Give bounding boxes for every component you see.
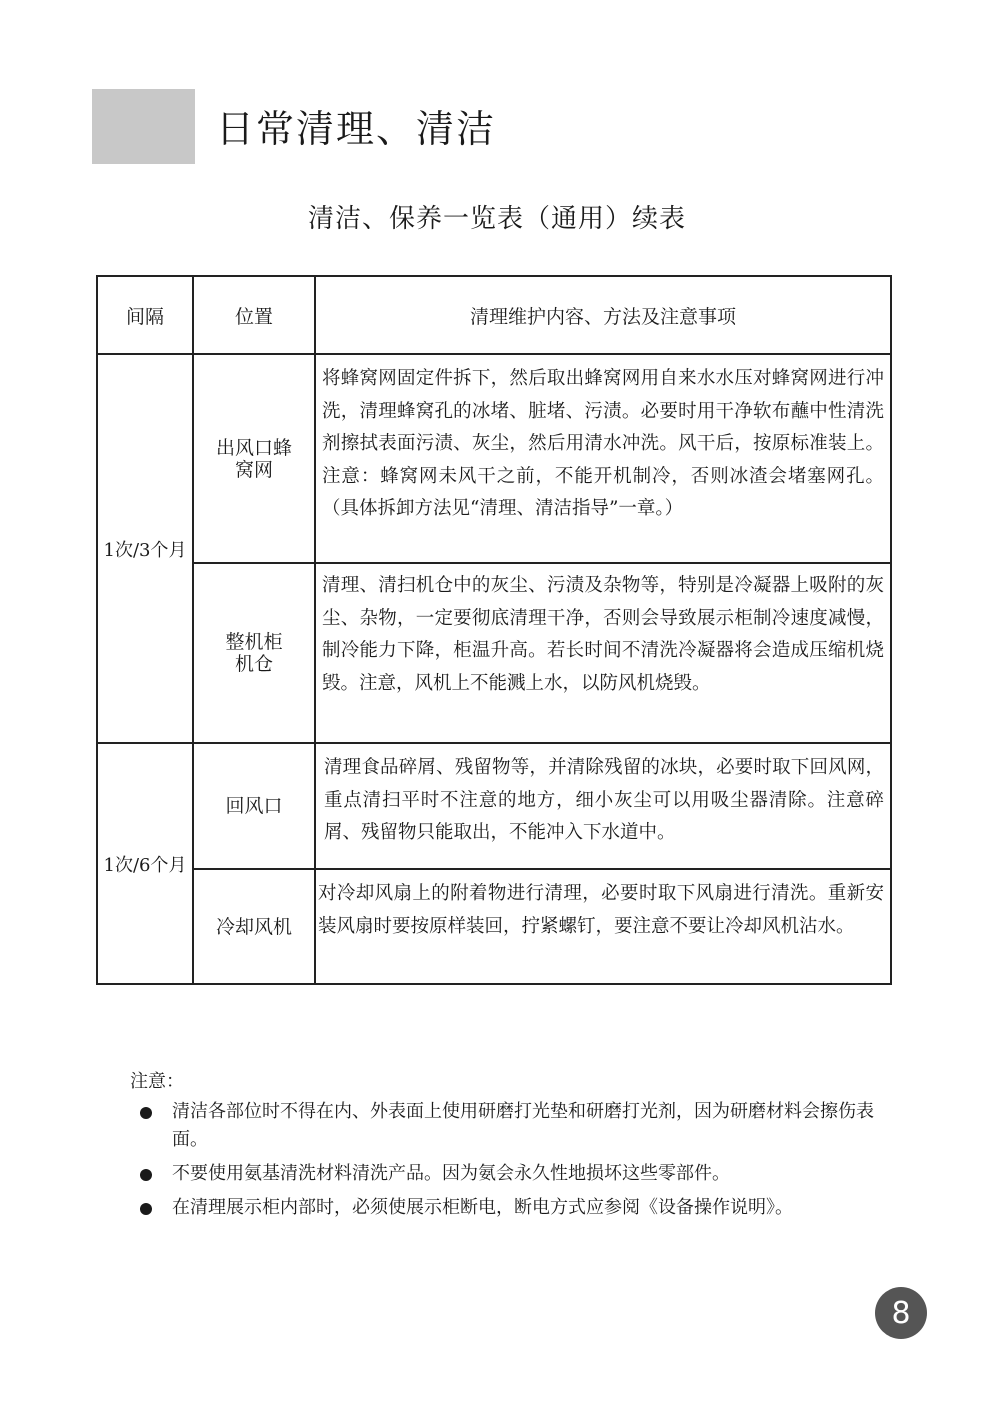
content-outlet-honeycomb: 将蜂窝网固定件拆下，然后取出蜂窝网用自来水水压对蜂窝网进行冲洗，清理蜂窝孔的冰堵、脏堵、污渍。必要时用干净软布蘸中性清洗剂擦拭表面污渍、灰尘，然后用清水冲洗。风干后，按原标准装上。注意：蜂窝网未风干之前，不能开机制冷，否则冰渣会堵塞网孔。（具体拆卸方法见“清理、清洁指导”一章。） — [322, 368, 884, 519]
section-header-block — [92, 89, 195, 164]
col-divider-2 — [314, 277, 316, 983]
note-text: 清洁各部位时不得在内、外表面上使用研磨打光垫和研磨打光剂，因为研磨材料会擦伤表面。 — [172, 1101, 874, 1150]
bullet-icon — [140, 1169, 152, 1181]
notes-heading: 注意： — [130, 1071, 184, 1092]
page-number: 8 — [875, 1287, 927, 1339]
bullet-icon — [140, 1203, 152, 1215]
note-text: 在清理展示柜内部时，必须使展示柜断电，断电方式应参阅《设备操作说明》。 — [172, 1197, 793, 1218]
location-outlet-honeycomb — [194, 355, 314, 562]
interval-6-months: 1次/6个月 — [103, 854, 187, 876]
location-label: 出风口蜂窝网 — [215, 436, 292, 481]
note-text: 不要使用氨基清洗材料清洗产品。因为氨会永久性地损坏这些零部件。 — [172, 1163, 730, 1184]
note-item — [130, 1194, 930, 1222]
maintenance-table — [96, 275, 892, 985]
column-header-content: 清理维护内容、方法及注意事项 — [469, 305, 736, 328]
content-machine-compartment: 清理、清扫机仓中的灰尘、污渍及杂物等，特别是冷凝器上吸附的灰尘、杂物，一定要彻底清理干净，否则会导致展示柜制冷速度减慢，制冷能力下降，柜温升高。若长时间不清洗冷凝器将会造成压缩机烧毁。注意，风机上不能溅上水，以防风机烧毁。 — [322, 575, 884, 694]
location-cooling-fan: 冷却风机 — [215, 915, 292, 938]
location-machine-compartment — [194, 564, 314, 742]
interval-3-months: 1次/3个月 — [103, 539, 187, 561]
section-title: 日常清理、清洁 — [216, 107, 497, 151]
content-return-air: 清理食品碎屑、残留物等，并清除残留的冰块，必要时取下回风网，重点清扫平时不注意的地方，细小灰尘可以用吸尘器清除。注意碎屑、残留物只能取出，不能冲入下水道中。 — [324, 757, 884, 843]
table-title: 清洁、保养一览表（通用）续表 — [307, 204, 686, 234]
note-item — [130, 1098, 930, 1154]
note-item — [130, 1160, 930, 1188]
column-header-location: 位置 — [234, 305, 273, 328]
location-label: 整机柜机仓 — [225, 631, 283, 675]
bullet-icon — [140, 1107, 152, 1119]
notes-section — [130, 1068, 930, 1228]
column-header-interval: 间隔 — [125, 305, 164, 328]
content-cooling-fan: 对冷却风扇上的附着物进行清理，必要时取下风扇进行清洗。重新安装风扇时要按原样装回，拧紧螺钉，要注意不要让冷却风机沾水。 — [318, 883, 884, 937]
location-return-air: 回风口 — [225, 795, 283, 817]
